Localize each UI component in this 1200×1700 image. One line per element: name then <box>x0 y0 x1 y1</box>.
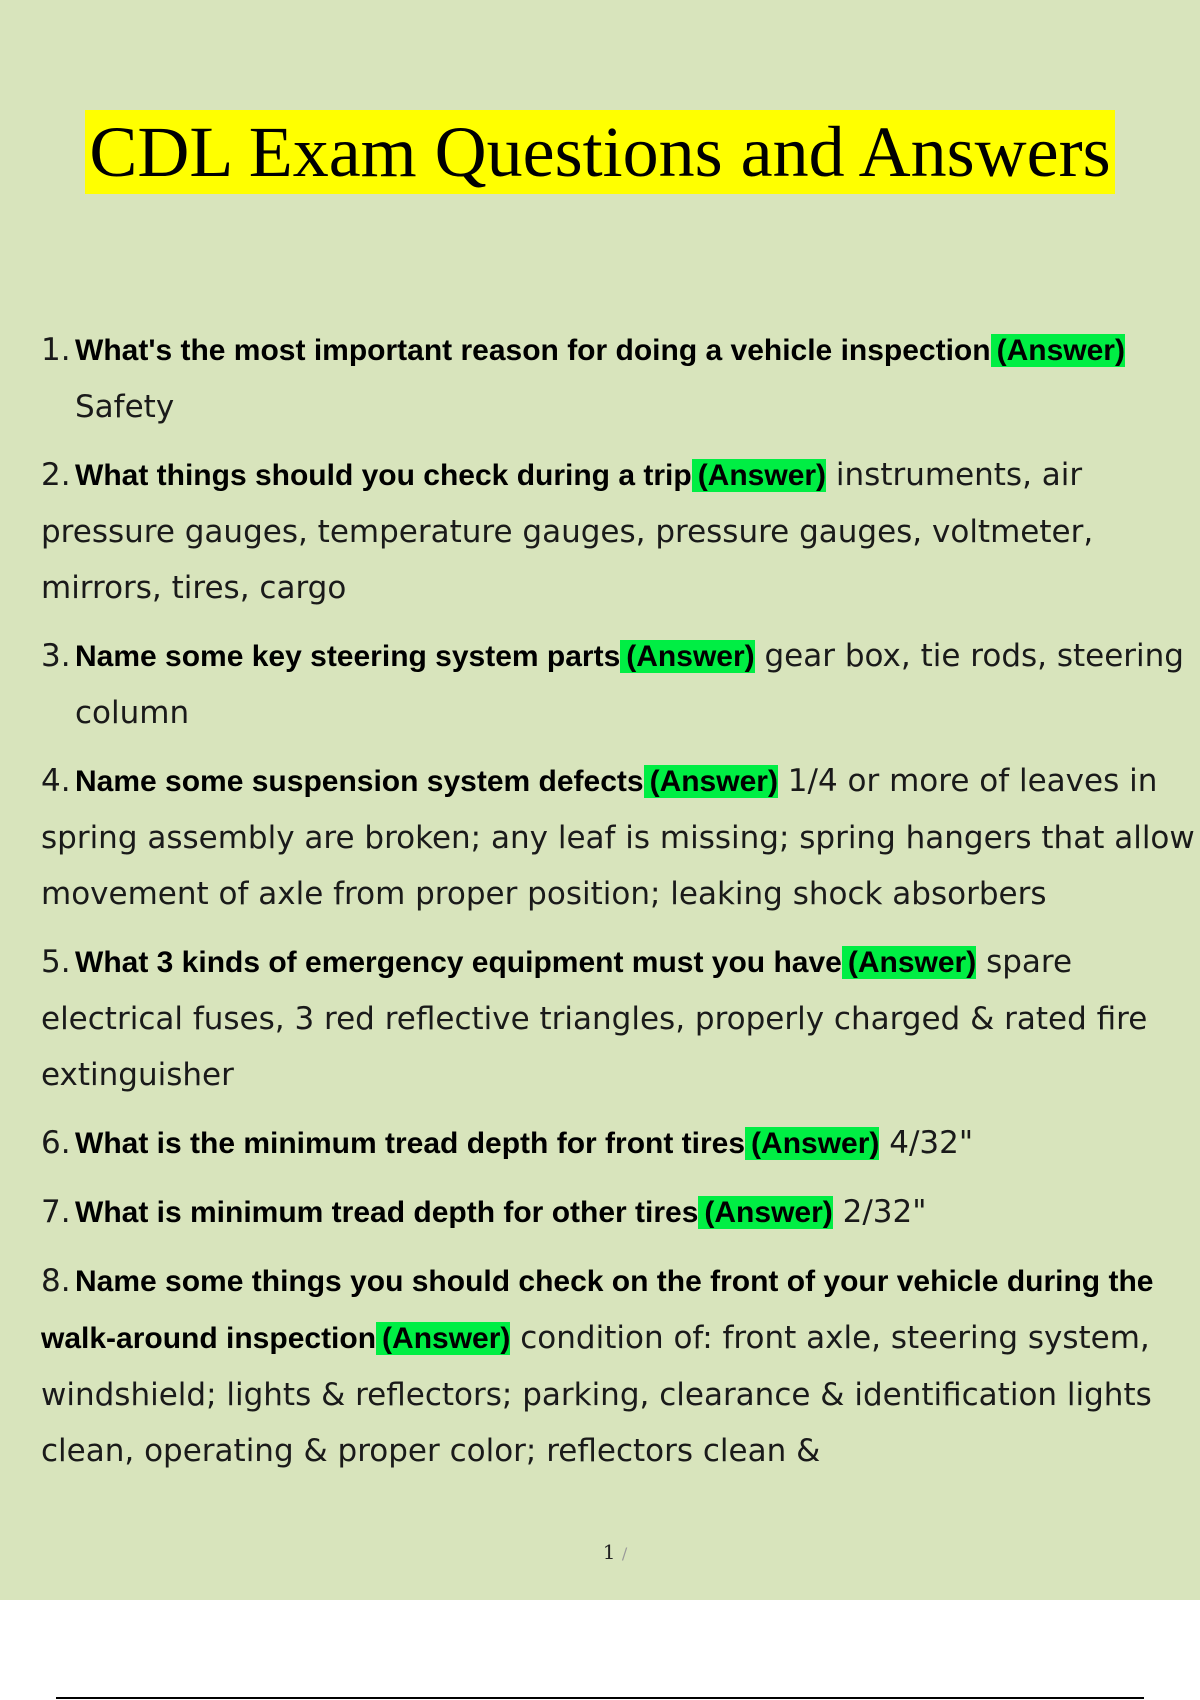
question-text: Name some suspension system defects <box>75 765 644 798</box>
item-number: 5. <box>41 944 71 980</box>
answer-text: spare electrical fuses, 3 red reflective triangles, properly charged & rated fire extinguisher <box>41 944 1148 1093</box>
question-text: Name some things you should check on the front of your vehicle during the walk-around inspection <box>41 1265 1154 1355</box>
item-number: 1. <box>41 332 71 368</box>
answer-tag: (Answer) <box>698 1196 832 1229</box>
title-container <box>0 110 1200 194</box>
qa-item-6 <box>41 1115 1200 1172</box>
item-number: 6. <box>41 1125 71 1161</box>
answer-text: 4/32" <box>889 1125 974 1161</box>
page-number-separator: / <box>621 1544 628 1563</box>
page-number <box>0 1540 1200 1564</box>
qa-item-1 <box>41 322 1200 435</box>
question-text: What 3 kinds of emergency equipment must you have <box>75 946 842 979</box>
answer-text: 2/32" <box>842 1194 927 1230</box>
qa-item-2 <box>41 447 1200 616</box>
footer-divider <box>56 1697 1144 1699</box>
qa-list <box>41 322 1200 1491</box>
item-number: 7. <box>41 1194 71 1230</box>
question-text: Name some key steering system parts <box>75 640 621 673</box>
qa-item-5 <box>41 934 1200 1103</box>
qa-item-3 <box>41 628 1200 741</box>
answer-tag: (Answer) <box>745 1127 879 1160</box>
answer-text: instruments, air pressure gauges, temperature gauges, pressure gauges, voltmeter, mirrors, tires, cargo <box>41 457 1094 606</box>
question-text: What's the most important reason for doing a vehicle inspection <box>75 334 991 367</box>
question-text: What is the minimum tread depth for front tires <box>75 1127 746 1160</box>
question-text: What is minimum tread depth for other tires <box>75 1196 699 1229</box>
answer-tag: (Answer) <box>644 765 778 798</box>
answer-tag: (Answer) <box>991 334 1125 367</box>
qa-item-4 <box>41 753 1200 922</box>
answer-text: 1/4 or more of leaves in spring assembly are broken; any leaf is missing; spring hangers that allow movement of axle from proper position; leaking shock absorbers <box>41 763 1195 912</box>
qa-item-7 <box>41 1184 1200 1241</box>
question-text: What things should you check during a trip <box>75 459 692 492</box>
document-title: CDL Exam Questions and Answers <box>85 110 1114 194</box>
answer-tag: (Answer) <box>620 640 754 673</box>
answer-tag: (Answer) <box>842 946 976 979</box>
answer-tag: (Answer) <box>376 1322 510 1355</box>
answer-text: condition of: front axle, steering system, windshield; lights & reflectors; parking, clearance & identification lights clean, operating & proper color; reflectors clean & <box>41 1320 1152 1469</box>
answer-tag: (Answer) <box>692 459 826 492</box>
answer-text: Safety <box>75 389 175 425</box>
item-number: 4. <box>41 763 71 799</box>
page-number-value: 1 <box>602 1540 616 1564</box>
answer-text: gear box, tie rods, steering column <box>75 638 1184 731</box>
item-number: 8. <box>41 1263 71 1299</box>
item-number: 3. <box>41 638 71 674</box>
item-number: 2. <box>41 457 71 493</box>
qa-item-8 <box>41 1253 1200 1479</box>
